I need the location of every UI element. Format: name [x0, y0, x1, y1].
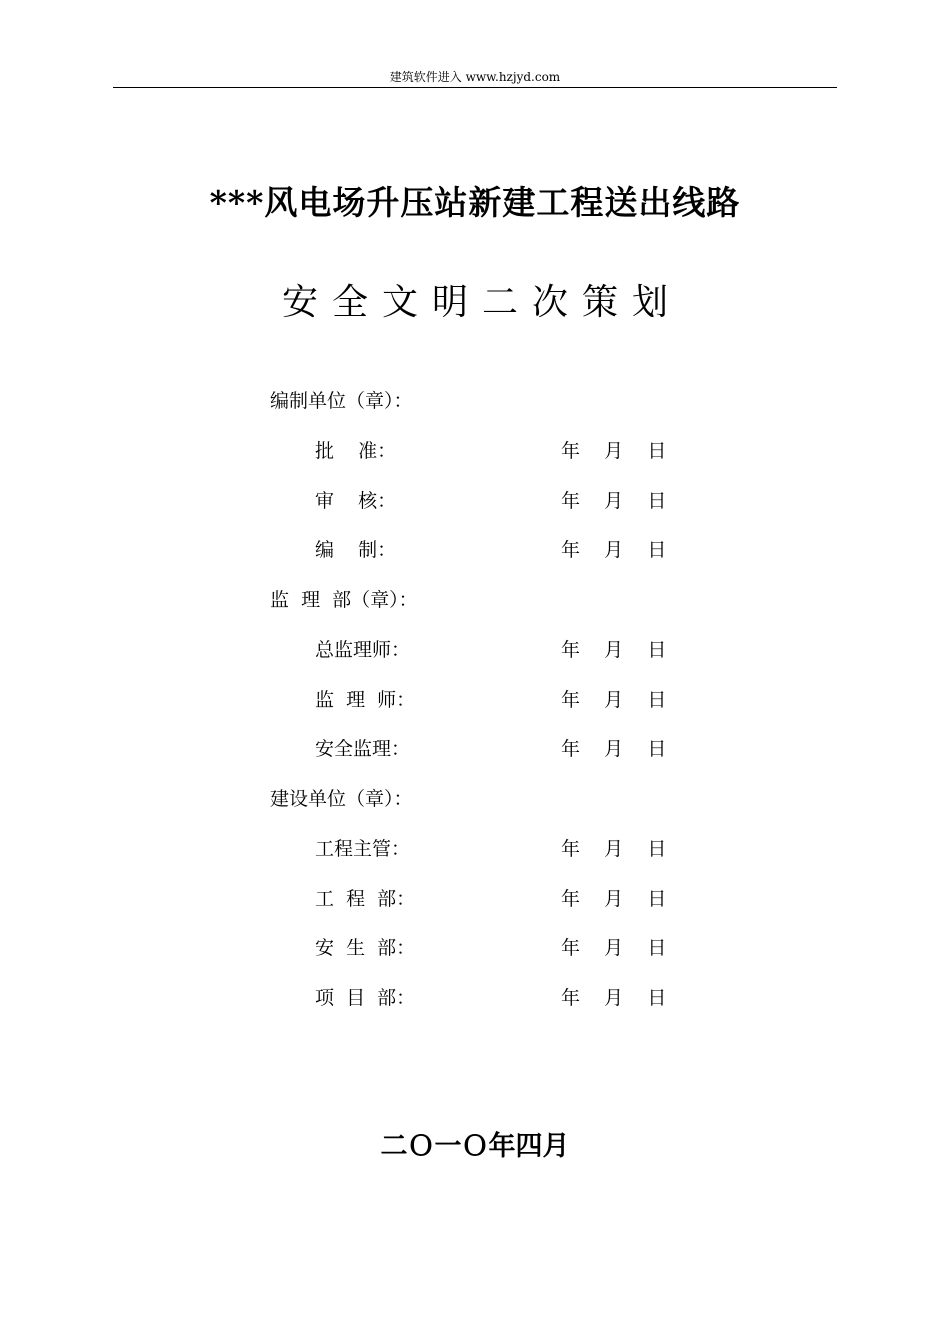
document-title: ***风电场升压站新建工程送出线路 [209, 183, 741, 222]
section-org-row [0, 784, 950, 814]
signer-role: 安全监理： [315, 738, 411, 760]
signer-date: 年 月 日 [561, 539, 667, 561]
signer-role: 审 核： [315, 490, 397, 512]
signer-role: 总监理师： [315, 639, 411, 661]
signer-role: 工程主管： [315, 838, 411, 860]
signer-role: 监 理 师： [315, 689, 416, 711]
signer-date: 年 月 日 [561, 987, 667, 1009]
signer-row [0, 983, 950, 1013]
signer-role: 编 制： [315, 539, 397, 561]
signer-row [0, 436, 950, 466]
signer-date: 年 月 日 [561, 689, 667, 711]
signer-date: 年 月 日 [561, 937, 667, 959]
signer-row [0, 535, 950, 565]
signer-row [0, 635, 950, 665]
signer-row [0, 834, 950, 864]
page-header: 建筑软件进入 www.hzjyd.com [389, 70, 561, 84]
signer-row [0, 486, 950, 516]
section-org-row [0, 386, 950, 416]
signer-date: 年 月 日 [561, 490, 667, 512]
signer-role: 工 程 部： [315, 888, 416, 910]
header-divider [113, 87, 837, 88]
signer-row [0, 685, 950, 715]
org-label: 建设单位（章）： [270, 788, 413, 810]
signer-date: 年 月 日 [561, 838, 667, 860]
signer-date: 年 月 日 [561, 888, 667, 910]
signer-role: 项 目 部： [315, 987, 416, 1009]
signer-date: 年 月 日 [561, 639, 667, 661]
signer-date: 年 月 日 [561, 738, 667, 760]
signer-role: 批 准： [315, 440, 397, 462]
signer-role: 安 生 部： [315, 937, 416, 959]
signer-date: 年 月 日 [561, 440, 667, 462]
org-label: 监 理 部（章）： [270, 589, 418, 611]
org-label: 编制单位（章）： [270, 390, 413, 412]
signer-row [0, 884, 950, 914]
issue-date: 二Ｏ一Ｏ年四月 [380, 1131, 570, 1162]
signer-row [0, 933, 950, 963]
document-subtitle: 安全文明二次策划 [281, 282, 682, 323]
signer-row [0, 734, 950, 764]
section-org-row [0, 585, 950, 615]
